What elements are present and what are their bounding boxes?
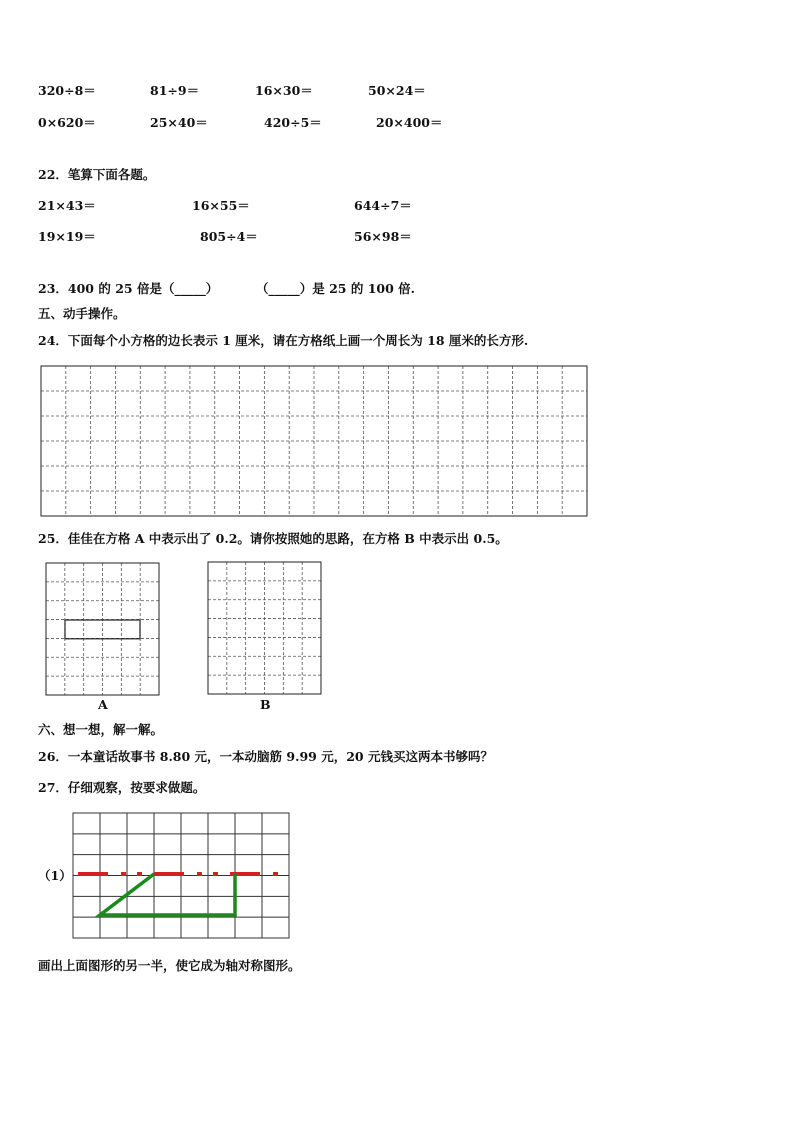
calc-item: 81÷9＝: [150, 83, 200, 98]
calc-item: 20×400＝: [376, 115, 443, 130]
section-6-title: 六、想一想，解一解。: [38, 722, 164, 737]
calc-item: 420÷5＝: [264, 115, 322, 130]
grid-b-label: B: [260, 697, 271, 712]
question-22-title: 22．笔算下面各题。: [38, 167, 156, 182]
part-1-label: （1）: [38, 868, 72, 883]
calc-item: 320÷8＝: [38, 83, 96, 98]
calc-item: 0×620＝: [38, 115, 96, 130]
half-shape: [100, 874, 235, 915]
calc-item: 16×55＝: [192, 198, 250, 213]
calc-item: 644÷7＝: [354, 198, 412, 213]
calc-item: 56×98＝: [354, 229, 412, 244]
question-27-title: 27．仔细观察，按要求做题。: [38, 780, 206, 795]
calc-item: 805÷4＝: [200, 229, 258, 244]
calc-item: 50×24＝: [368, 83, 426, 98]
question-24-text: 24．下面每个小方格的边长表示 1 厘米，请在方格纸上画一个周长为 18 厘米的长方形.: [38, 333, 529, 348]
question-26-text: 26．一本童话故事书 8.80 元，一本动脑筋 9.99 元，20 元钱买这两本书够吗？: [38, 749, 493, 764]
question-23-part1: 23．400 的 25 倍是（_____）: [38, 281, 219, 296]
section-5-title: 五、动手操作。: [38, 306, 126, 321]
calc-item: 16×30＝: [255, 83, 313, 98]
calc-item: 19×19＝: [38, 229, 96, 244]
question-23-part2: （_____）是 25 的 100 倍.: [256, 281, 415, 296]
calc-item: 21×43＝: [38, 198, 96, 213]
question-25-text: 25．佳佳在方格 A 中表示出了 0.2。请你按照她的思路，在方格 B 中表示出 0.5。: [38, 531, 508, 546]
question-27-instruction: 画出上面图形的另一半，使它成为轴对称图形。: [38, 958, 301, 973]
grid-a-label: A: [98, 697, 108, 712]
calc-item: 25×40＝: [150, 115, 208, 130]
